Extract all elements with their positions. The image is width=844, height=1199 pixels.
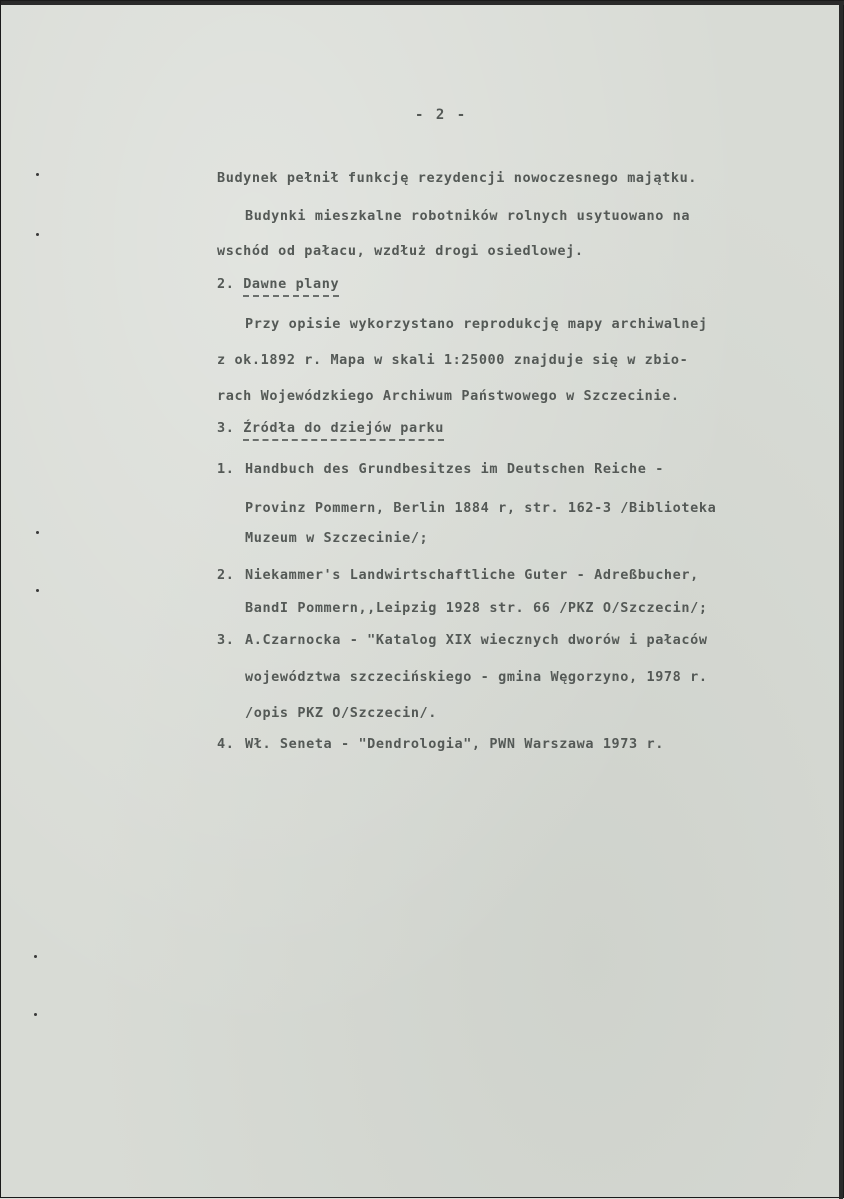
source-number: 4. xyxy=(217,736,235,752)
scan-edge-top xyxy=(1,1,844,5)
margin-dot xyxy=(36,531,39,534)
source-line: /opis PKZ O/Szczecin/. xyxy=(245,705,438,721)
paragraph-line: Budynki mieszkalne robotników rolnych usytuowano na xyxy=(245,208,691,224)
margin-dot xyxy=(36,233,39,236)
source-line: Muzeum w Szczecinie/; xyxy=(245,530,429,546)
source-line: Wł. Seneta - "Dendrologia", PWN Warszawa 1973 r. xyxy=(245,736,664,752)
section-3-heading xyxy=(217,419,444,441)
source-number: 1. xyxy=(217,461,235,477)
section-2-line: z ok.1892 r. Mapa w skali 1:25000 znajduje się w zbio- xyxy=(217,352,689,368)
margin-dot xyxy=(36,173,39,176)
source-line: A.Czarnocka - "Katalog XIX wiecznych dworów i pałaców xyxy=(245,632,708,648)
section-2-number: 2. xyxy=(217,276,235,292)
margin-dot xyxy=(36,589,39,592)
section-2-title: Dawne plany xyxy=(243,275,339,297)
section-3-number: 3. xyxy=(217,420,235,436)
margin-dot xyxy=(34,955,37,958)
section-2-heading xyxy=(217,275,339,297)
paragraph-line: wschód od pałacu, wzdłuż drogi osiedlowej. xyxy=(217,243,584,259)
source-line: Niekammer's Landwirtschaftliche Guter - Adreßbucher, xyxy=(245,567,699,583)
margin-dot xyxy=(34,1013,37,1016)
source-number: 2. xyxy=(217,567,235,583)
scan-edge-right xyxy=(839,1,843,1199)
source-line: BandI Pommern,,Leipzig 1928 str. 66 /PKZ O/Szczecin/; xyxy=(245,600,708,616)
section-2-line: Przy opisie wykorzystano reprodukcję mapy archiwalnej xyxy=(245,316,708,332)
source-line: Provinz Pommern, Berlin 1884 r, str. 162-3 /Biblioteka xyxy=(245,500,717,516)
paragraph-line: Budynek pełnił funkcję rezydencji nowoczesnego majątku. xyxy=(217,170,698,186)
source-number: 3. xyxy=(217,632,235,648)
source-line: Handbuch des Grundbesitzes im Deutschen Reiche - xyxy=(245,461,664,477)
section-3-title: Źródła do dziejów parku xyxy=(243,419,444,441)
source-line: województwa szczecińskiego - gmina Węgorzyno, 1978 r. xyxy=(245,669,708,685)
section-2-line: rach Wojewódzkiego Archiwum Państwowego w Szczecinie. xyxy=(217,388,680,404)
page-number: - 2 - xyxy=(415,107,468,123)
